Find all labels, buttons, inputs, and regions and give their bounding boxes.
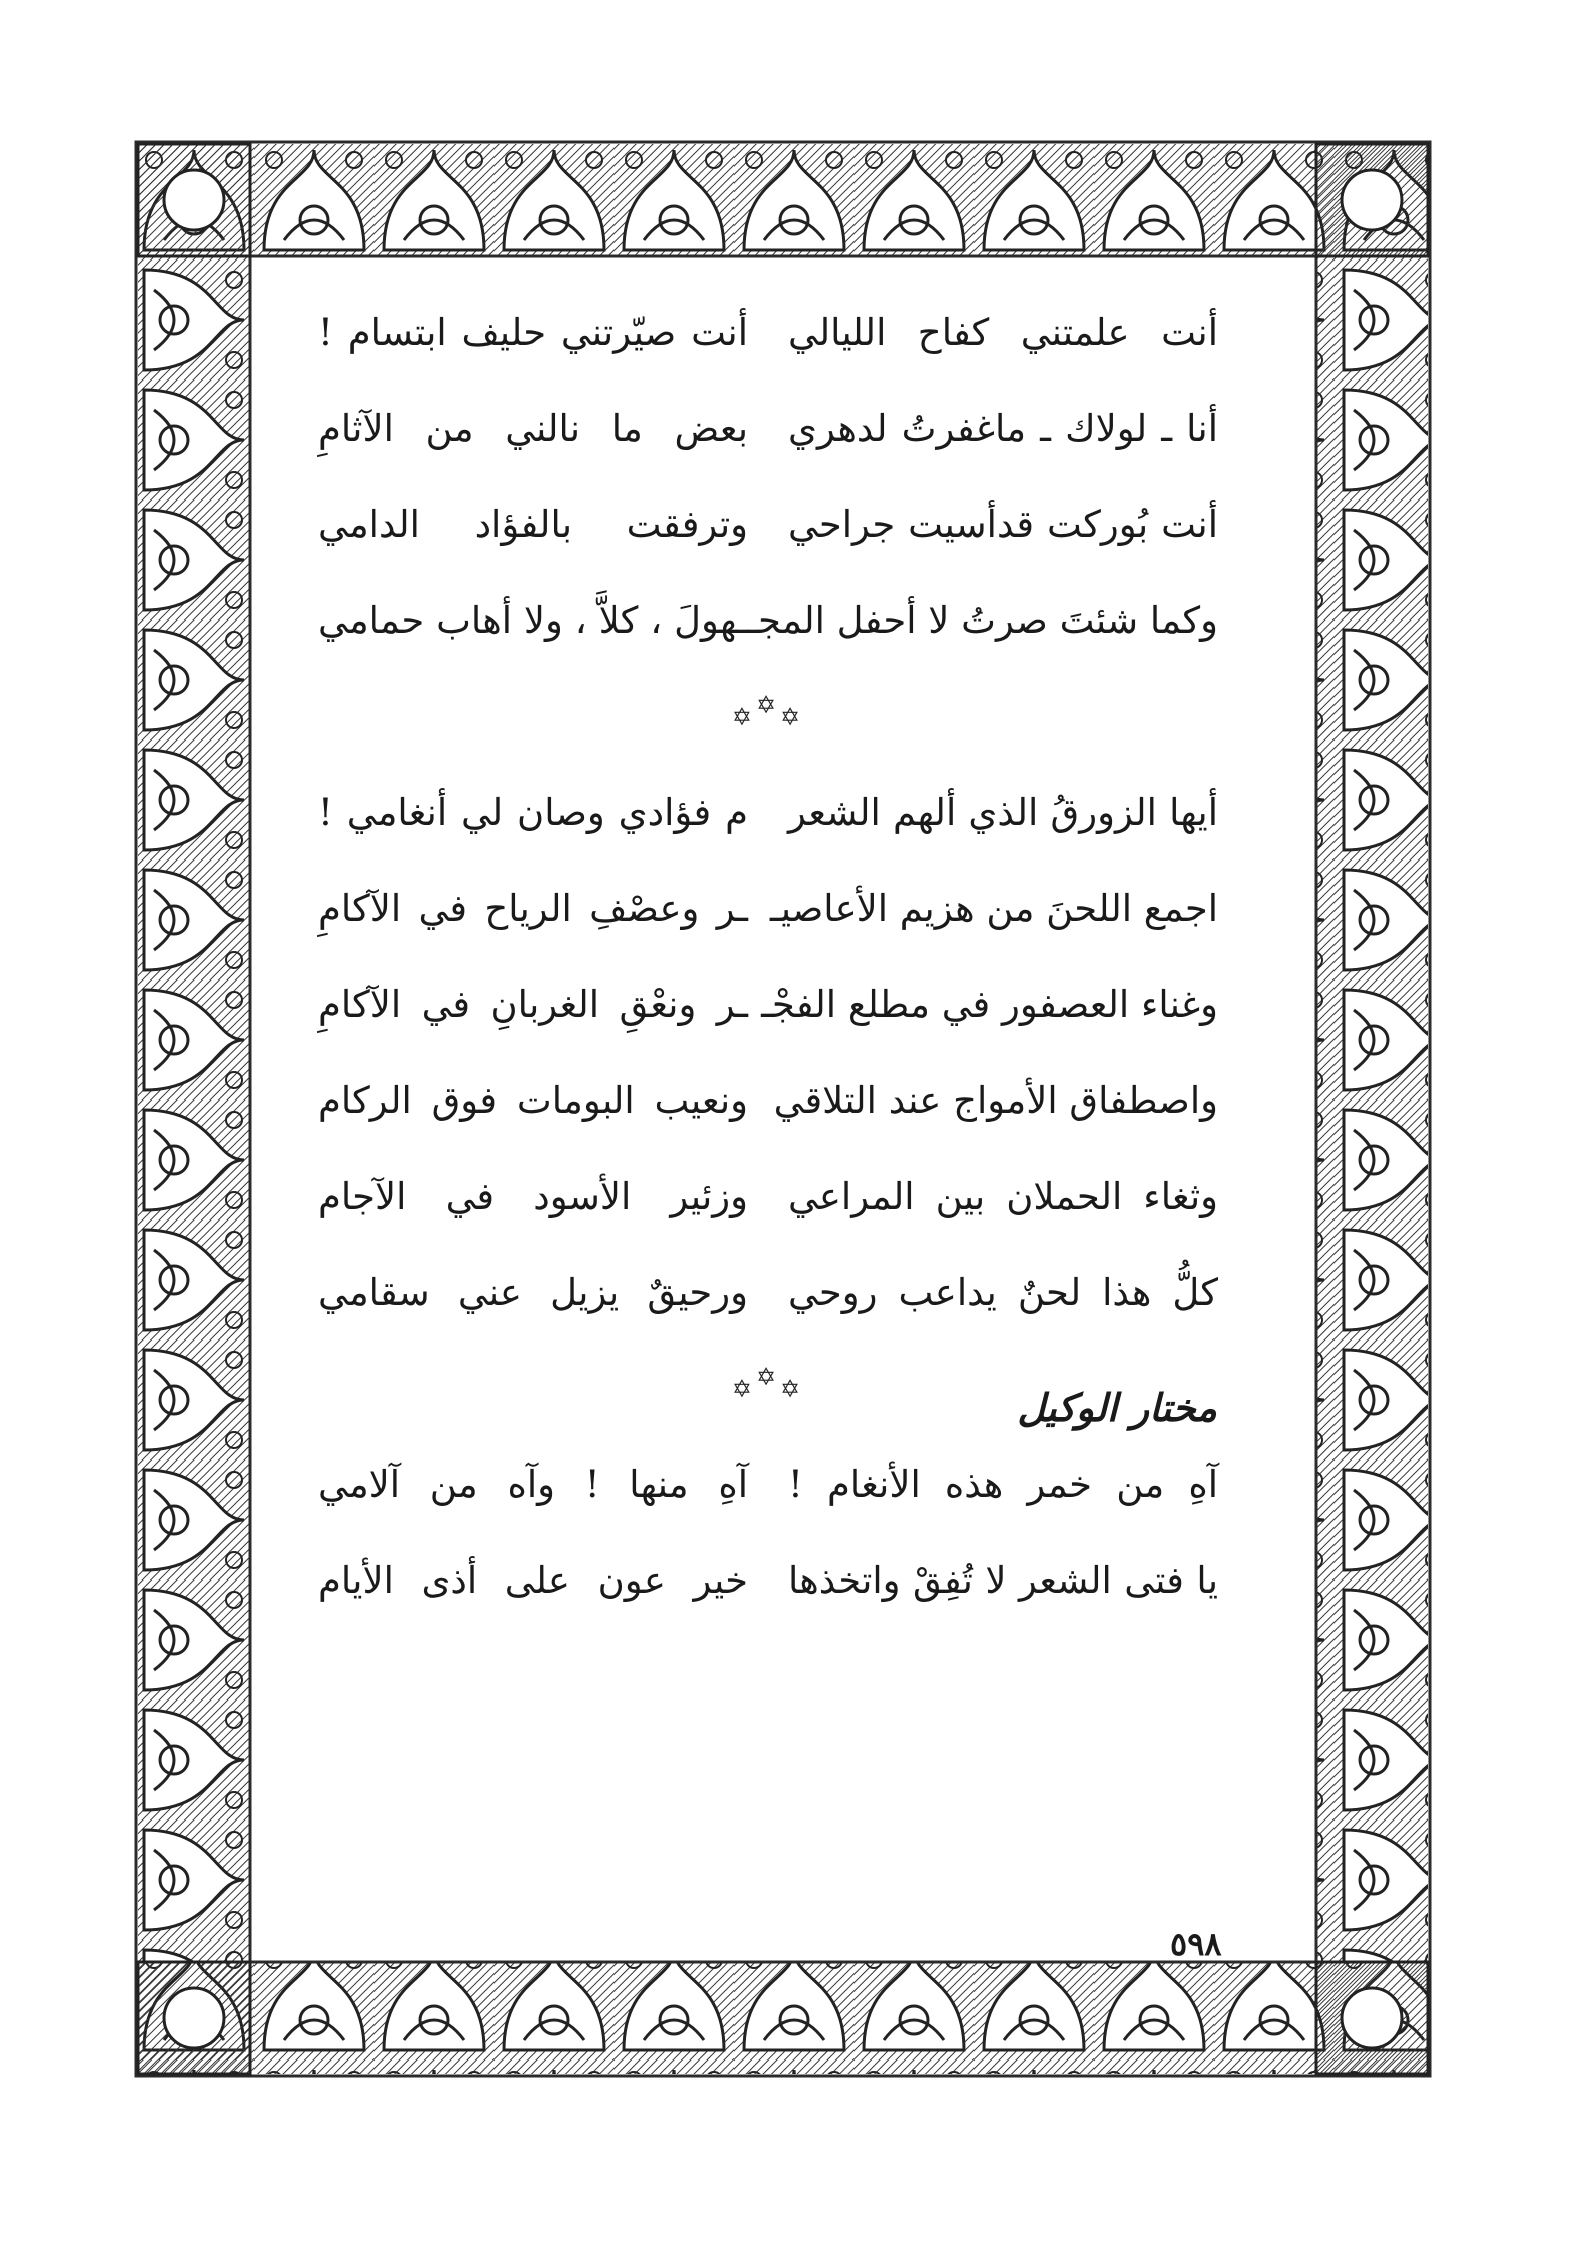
- verse: [318, 957, 1218, 1053]
- verse: [318, 1245, 1218, 1341]
- first-hemistich: اجمع اللحنَ من هزيم الأعاصيـ: [769, 887, 1218, 930]
- second-hemistich: م فؤادي وصان لي أنغامي !: [318, 791, 748, 834]
- second-hemistich: ـر وعصْفِ الرياح في الآكامِ: [318, 887, 748, 930]
- first-hemistich: أيها الزورقُ الذي ألهم الشعر: [788, 791, 1218, 834]
- stanza-separator: [318, 669, 1218, 765]
- second-hemistich: ورحيقٌ يزيل عني سقامي: [318, 1271, 748, 1314]
- six-pointed-star-icon: ✡: [755, 1363, 781, 1391]
- second-hemistich: أنت صيّرتني حليف ابتسام !: [318, 311, 748, 354]
- page-number: ٥٩٨: [1170, 1925, 1222, 1963]
- first-hemistich: أنت بُوركت قدأسيت جراحي: [788, 503, 1218, 546]
- six-pointed-star-icon: ✡: [780, 1375, 805, 1403]
- verse: [318, 1149, 1218, 1245]
- verse: [318, 861, 1218, 957]
- author-signature: مختار الوكيل: [1017, 1385, 1217, 1430]
- first-hemistich: أنا ـ لولاك ـ ماغفرتُ لدهري: [788, 407, 1218, 450]
- first-hemistich: وكما شئتَ صرتُ لا أحفل المجـ: [747, 599, 1218, 642]
- verse: [318, 1053, 1218, 1149]
- stanza-2: [318, 765, 1218, 1341]
- verse: [318, 285, 1218, 381]
- six-pointed-star-icon: ✡: [780, 703, 805, 731]
- verse: [318, 1533, 1218, 1629]
- second-hemistich: ـر ونعْقِ الغربانِ في الآكامِ: [318, 983, 748, 1026]
- verse: [318, 477, 1218, 573]
- first-hemistich: واصطفاق الأمواج عند التلاقي: [773, 1079, 1218, 1122]
- second-hemistich: آهِ منها ! وآه من آلامي: [318, 1463, 748, 1506]
- second-hemistich: بعض ما نالني من الآثامِ: [318, 407, 748, 450]
- first-hemistich: آهِ من خمر هذه الأنغام !: [788, 1463, 1218, 1506]
- six-pointed-star-icon: ✡: [731, 1375, 756, 1403]
- second-hemistich: وزئير الأسود في الآجام: [318, 1175, 748, 1218]
- six-pointed-star-icon: ✡: [755, 691, 781, 719]
- verse: [318, 1437, 1218, 1533]
- first-hemistich: يا فتى الشعر لا تُفِقْ واتخذها: [788, 1559, 1218, 1602]
- six-pointed-star-icon: ✡: [731, 703, 756, 731]
- second-hemistich: خير عون على أذى الأيام: [318, 1559, 748, 1602]
- first-hemistich: وثغاء الحملان بين المراعي: [788, 1175, 1218, 1218]
- verse: [318, 765, 1218, 861]
- second-hemistich: ـهولَ ، كلاَّ ، ولا أهاب حمامي: [318, 599, 748, 642]
- verse: [318, 573, 1218, 669]
- first-hemistich: كلُّ هذا لحنٌ يداعب روحي: [788, 1271, 1218, 1314]
- second-hemistich: وترفقت بالفؤاد الدامي: [318, 503, 748, 546]
- stanza-1: [318, 285, 1218, 669]
- first-hemistich: أنت علمتني كفاح الليالي: [788, 311, 1218, 354]
- second-hemistich: ونعيب البومات فوق الركام: [318, 1079, 748, 1122]
- first-hemistich: وغناء العصفور في مطلع الفجْـ: [761, 983, 1218, 1026]
- stanza-3: [318, 1437, 1218, 1629]
- verse: [318, 381, 1218, 477]
